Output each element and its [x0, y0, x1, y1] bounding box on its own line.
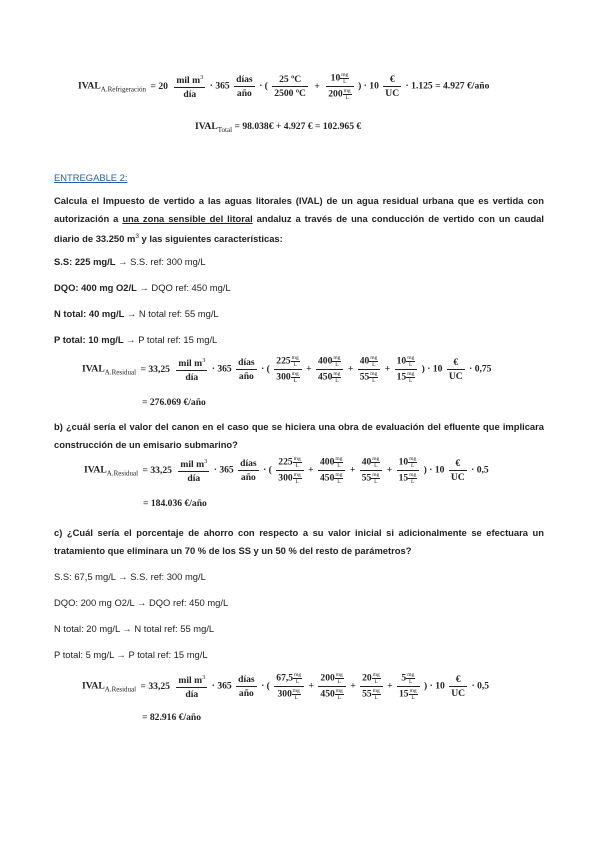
formula-residual-c: $IVAL_{A.Residual} = 33,25$ $\frac{mil m^3}{\text{día}}$ · 365 $\frac{\text{días}}{\text{año}}$ · ( 67,5 $\frac{mg}{L}$ 300 $\frac{mg}{L}$ + 200 $\frac{mg}{L}$ 450 $\frac{mg}{L}$ + 20 $\frac{mg}{L}$ 55 $\frac{mg}{L}$ + 5 $\frac{mg}{L}$ 15 $\frac{mg}{L}$ ) · 10 $\frac{€}{UC}$ · 0,5 — [82, 672, 490, 701]
fraction-temperature: $\frac{\text{25 ºC}}{\text{2500 ºC}}$ — [274, 74, 306, 99]
param-ptotal: P total: 10 mg/L → P total ref: 15 mg/L — [54, 334, 218, 345]
question-b: b) ¿cuál sería el valor del canon en el caso que se hiciera una obra de evaluación del efluente que implicara construcción de un emisario submarino? — [54, 421, 544, 450]
param2-dqo: DQO: 200 mg O2/L → DQO ref: 450 mg/L — [54, 597, 229, 608]
param-dqo: DQO: 400 mg O2/L → DQO ref: 450 mg/L — [54, 282, 231, 293]
formula-refrigeracion: $IVAL_{A.Refrigeración} = 20$ $\frac{mil m^3}{\text{día}}$ · 365 $\frac{\text{días}}{\text{año}}$ · ( $\frac{\text{25 ºC}}{\text{2500 ºC}}$ + 10 $\frac{mg}{L}$ 200 $\frac{mg}{L}$ ) · 10 $\frac{€}{UC}$ · 1.125 = 4.927 €/año — [78, 72, 490, 101]
formula-b-result: = 184.036 €/año — [143, 498, 207, 509]
param2-ptotal: P total: 5 mg/L → P total ref: 15 mg/L — [54, 649, 208, 660]
param2-ss: S.S: 67,5 mg/L → S.S. ref: 300 mg/L — [54, 571, 206, 582]
param-ss: S.S: 225 mg/L → S.S. ref: 300 mg/L — [54, 256, 206, 267]
fraction-concentration: 10 $\frac{mg}{L}$ 200 $\frac{mg}{L}$ — [326, 72, 353, 101]
problem-statement: Calcula el Impuesto de vertido a las aguas litorales (IVAL) de un agua residual urbana que es vertida con autorización a una zona sensible del litoral andaluz a través de una conducción de vertido con un caudal diario de 33.250 $m^3$ y las siguientes características: — [54, 195, 544, 244]
ival-symbol: IVAL — [78, 80, 101, 92]
formula-a-result: = 276.069 €/año — [142, 397, 206, 408]
formula-residual-b: $IVAL_{A.Residual} = 33,25$ $\frac{mil m^3}{\text{día}}$ · 365 $\frac{\text{días}}{\text{año}}$ · ( 225 $\frac{mg}{L}$ 300 $\frac{mg}{L}$ + 400 $\frac{mg}{L}$ 450 $\frac{mg}{L}$ + 40 $\frac{mg}{L}$ 55 $\frac{mg}{L}$ + 10 $\frac{mg}{L}$ 15 $\frac{mg}{L}$ ) · 10 $\frac{€}{UC}$ · 0,5 — [84, 456, 489, 485]
section-heading: ENTREGABLE 2: — [54, 172, 128, 183]
param-ntotal: N total: 40 mg/L → N total ref: 55 mg/L — [54, 308, 219, 319]
formula-total: $IVAL_{Total}$ = 98.038€ + 4.927 € = 102.965 € — [195, 121, 362, 134]
question-c: c) ¿Cuál sería el porcentaje de ahorro con respecto a su valor inicial si adicionalmente se efectuara un tratamiento que eliminara un 70 % de los SS y un 50 % del resto de parámetros? — [54, 527, 544, 556]
fraction-euro-uc: $\frac{€}{UC}$ — [385, 74, 400, 99]
param2-ntotal: N total: 20 mg/L → N total ref: 55 mg/L — [54, 623, 215, 634]
formula-residual-a: $IVAL_{A.Residual} = 33,25$ $\frac{mil m^3}{\text{día}}$ · 365 $\frac{\text{días}}{\text{año}}$ · ( 225 $\frac{mg}{L}$ 300 $\frac{mg}{L}$ + 400 $\frac{mg}{L}$ 450 $\frac{mg}{L}$ + 40 $\frac{mg}{L}$ 55 $\frac{mg}{L}$ + 10 $\frac{mg}{L}$ 15 $\frac{mg}{L}$ ) · 10 $\frac{€}{UC}$ · 0,75 — [82, 355, 492, 384]
fraction-days: $\frac{\text{días}}{\text{año}}$ — [236, 74, 253, 99]
formula-c-result: = 82.916 €/año — [142, 712, 202, 723]
fraction-flow: $\frac{mil m^3}{\text{día}}$ — [176, 73, 204, 100]
